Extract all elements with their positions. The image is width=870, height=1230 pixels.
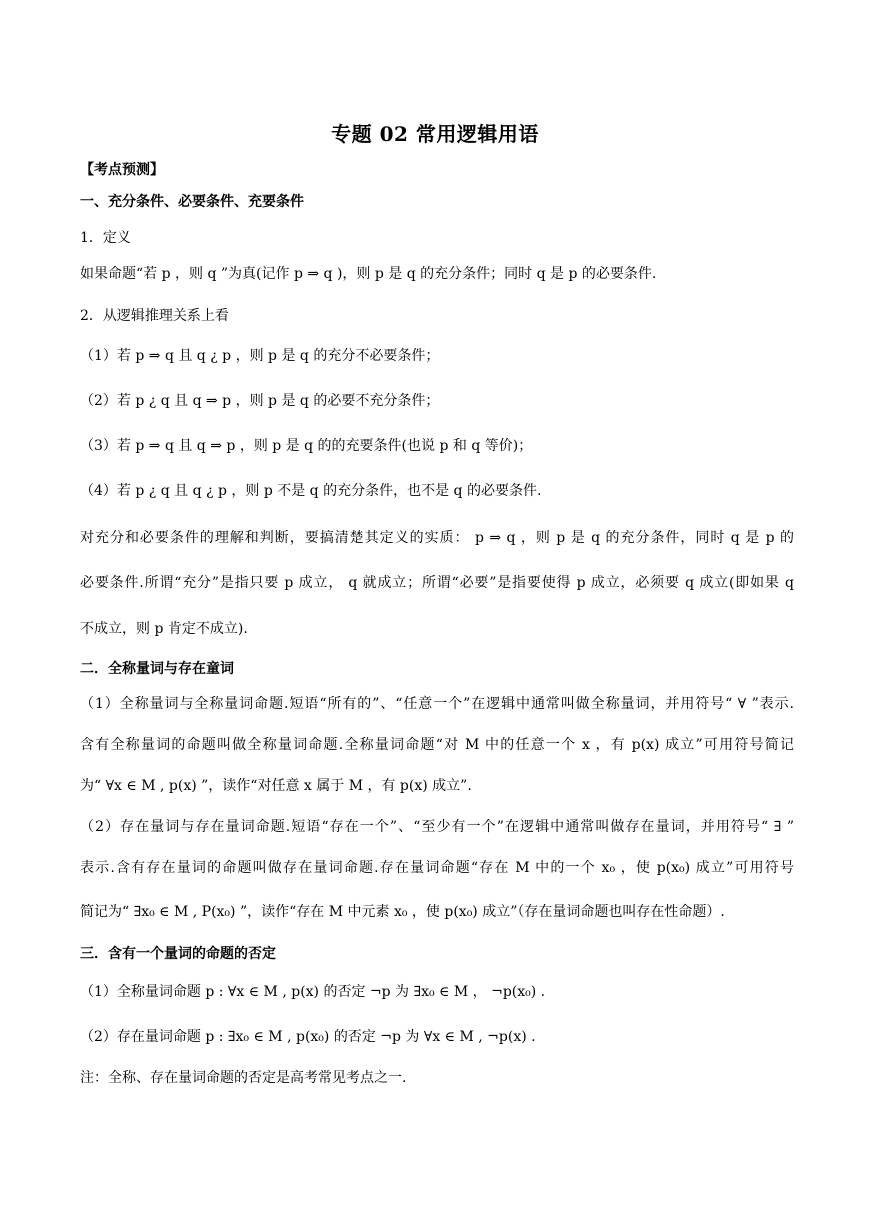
quantifier-line: （1）全称量词与全称量词命题.短语“所有的”、“任意一个”在逻辑中通常叫做全称量词，并用符号“ ∀ ”表示.	[80, 696, 794, 712]
note-line: 注：全称、存在量词命题的否定是高考常见考点之一.	[80, 1070, 407, 1086]
quantifier-line: 简记为“ ∃x₀ ∈ M , P(x₀) ”，读作“存在 M 中元素 x₀ ，使 p(x₀) 成立”（存在量词命题也叫存在性命题）.	[80, 904, 725, 920]
subheading-definition: 1．定义	[80, 230, 131, 246]
quantifier-line: 含有全称量词的命题叫做全称量词命题.全称量词命题“对 M 中的任意一个 x ，有 p(x) 成立”可用符号简记	[80, 737, 794, 753]
subheading-logic: 2．从逻辑推理关系上看	[80, 308, 229, 324]
section-heading-3: 三．含有一个量词的命题的否定	[80, 946, 276, 962]
quantifier-line: 表示.含有存在量词的命题叫做存在量词命题.存在量词命题“存在 M 中的一个 x₀ ，使 p(x₀) 成立”可用符号	[80, 860, 794, 876]
logic-item-4: （4）若 p ¿ q 且 q ¿ p ，则 p 不是 q 的充分条件，也不是 q 的必要条件.	[80, 483, 542, 499]
negation-line: （1）全称量词命题 p : ∀x ∈ M , p(x) 的否定 ¬p 为 ∃x₀ ∈ M ， ¬p(x₀) .	[80, 984, 546, 1000]
section-heading-2: 二．全称量词与存在童词	[80, 661, 234, 677]
quantifier-line: （2）存在量词与存在量词命题.短语“存在一个”、“至少有一个”在逻辑中通常叫做存在量词，并用符号“ ∃ ”	[80, 819, 794, 835]
logic-item-1: （1）若 p ⇒ q 且 q ¿ p ，则 p 是 q 的充分不必要条件；	[80, 348, 440, 364]
paragraph-line: 不成立，则 p 肯定不成立).	[80, 621, 248, 637]
page-title: 专题 02 常用逻辑用语	[331, 122, 539, 146]
quantifier-line: 为“ ∀x ∈ M , p(x) ”，读作“对任意 x 属于 M ，有 p(x) 成立”.	[80, 778, 472, 794]
paragraph-line: 对充分和必要条件的理解和判断，要搞清楚其定义的实质： p ⇒ q ，则 p 是 q 的充分条件，同时 q 是 p 的	[80, 530, 794, 546]
section-heading-1: 一、充分条件、必要条件、充要条件	[80, 194, 304, 210]
definition-text: 如果命题“若 p ，则 q ”为真(记作 p ⇒ q )，则 p 是 q 的充分条件；同时 q 是 p 的必要条件.	[80, 266, 657, 282]
logic-item-3: （3）若 p ⇒ q 且 q ⇒ p ，则 p 是 q 的的充要条件(也说 p 和 q 等价)；	[80, 438, 533, 454]
negation-line: （2）存在量词命题 p : ∃x₀ ∈ M , p(x₀) 的否定 ¬p 为 ∀x ∈ M , ¬p(x) .	[80, 1029, 536, 1045]
section-tag: 【考点预测】	[80, 162, 164, 178]
logic-item-2: （2）若 p ¿ q 且 q ⇒ p ，则 p 是 q 的必要不充分条件；	[80, 393, 440, 409]
paragraph-line: 必要条件.所谓“充分”是指只要 p 成立， q 就成立；所谓“必要”是指要使得 p 成立，必须要 q 成立(即如果 q	[80, 575, 794, 591]
